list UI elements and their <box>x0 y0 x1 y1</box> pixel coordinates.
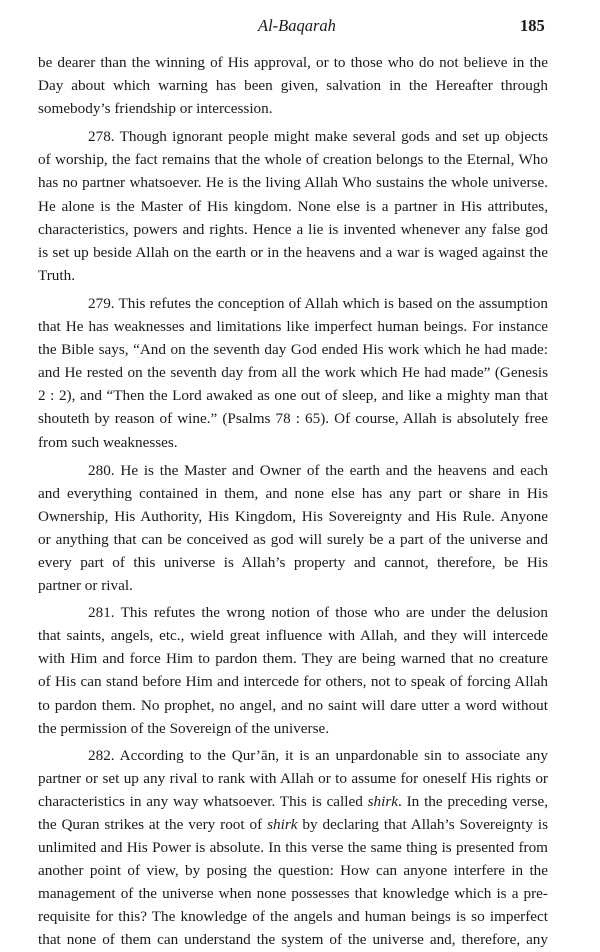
note-278 <box>38 125 548 287</box>
note-282 <box>38 744 548 952</box>
text-line: has no partner whatsoever. He is the living Allah Who sustains the whole universe. <box>38 174 548 192</box>
text-line: another point of view, by posing the question: How can anyone interfere in the <box>38 862 548 880</box>
text-segment: the Quran strikes at the very root of <box>38 816 268 833</box>
text-line: from such weaknesses. <box>38 433 178 451</box>
text-line: that saints, angels, etc., wield great influence with Allah, and they will intercede <box>38 627 548 645</box>
text-line: and everything contained in them, and none else has any part or share in His <box>38 484 548 502</box>
text-line: Truth. <box>38 266 76 284</box>
text-line: that none of them can understand the system of the universe and, therefore, any <box>38 931 548 949</box>
text-line-with-term <box>38 790 548 813</box>
italic-term-shirk: shirk <box>367 792 399 810</box>
text-line: 2 : 2), and “Then the Lord awaked as one out of sleep, and like a mighty man that <box>38 387 548 405</box>
text-line: of His can stand before Him and intercede for others, not to speak of forcing Allah <box>38 673 548 691</box>
text-line: unlimited and His Power is absolute. In this verse the same thing is presented from <box>38 839 548 857</box>
text-line: Day about which warning has been given, salvation in the Hereafter through <box>38 77 548 95</box>
text-line: management of the universe when none possesses that knowledge which is a pre- <box>38 885 548 903</box>
text-line: and He rested on the seventh day from all the work which He had made” (Genesis <box>38 364 548 382</box>
text-line: the Bible says, “And on the seventh day God ended His work which he had made: <box>38 341 548 359</box>
text-line: every part of this universe is Allah’s property and cannot, therefore, be His <box>38 553 548 571</box>
text-line: or anything that can be conceived as god will surely be a part of the universe and <box>38 530 548 548</box>
text-line: be dearer than the winning of His approval, or to those who do not believe in the <box>38 54 548 71</box>
text-line: He alone is the Master of His kingdom. None else is a partner in His attributes, <box>38 197 548 215</box>
text-line: 281. This refutes the wrong notion of those who are under the delusion <box>88 604 548 622</box>
running-title: Al-Baqarah <box>258 16 336 35</box>
text-line: somebody’s friendship or intercession. <box>38 100 273 118</box>
note-281 <box>38 601 548 740</box>
text-segment: by declaring that Allah’s Sovereignty is <box>297 816 548 833</box>
text-line: Ownership, His Authority, His Kingdom, His Sovereignty and His Rule. Anyone <box>38 507 548 525</box>
text-line: to pardon them. No prophet, no angel, and no saint will dare utter a word without <box>38 696 548 714</box>
text-segment: . In the preceding verse, <box>398 792 548 810</box>
page-number: 185 <box>520 16 545 35</box>
text-line: the permission of the Sovereign of the universe. <box>38 719 330 737</box>
text-line: 279. This refutes the conception of Allah which is based on the assumption <box>88 294 548 312</box>
text-line: shouteth by reason of wine.” (Psalms 78 : 65). Of course, Allah is absolutely free <box>38 410 548 428</box>
text-segment: characteristics in any way whatsoever. This is called <box>38 792 368 810</box>
italic-term-shirk: shirk <box>267 816 298 833</box>
body-text <box>38 51 548 952</box>
text-line: of worship, the fact remains that the whole of creation belongs to the Eternal, Who <box>38 151 548 169</box>
text-line: 282. According to the Qur’ān, it is an unpardonable sin to associate any <box>88 746 548 764</box>
text-line: 278. Though ignorant people might make several gods and set up objects <box>88 128 548 146</box>
note-279 <box>38 292 548 454</box>
text-line: partner or rival. <box>38 577 133 595</box>
text-line: with Him and force Him to pardon them. They are being warned that no creature <box>38 650 548 668</box>
text-line: requisite for this? The knowledge of the angels and human beings is so imperfect <box>38 908 548 926</box>
text-line: characteristics, powers and rights. Hence a lie is invented whenever any false god <box>38 220 548 238</box>
text-line: partner or set up any rival to rank with Allah or to assume for oneself His rights or <box>38 769 548 787</box>
page-header <box>0 16 600 40</box>
text-line: that He has weaknesses and limitations like imperfect human beings. For instance <box>38 318 548 336</box>
text-line: is set up beside Allah on the earth or in the heavens and a war is waged against the <box>38 243 548 261</box>
note-280 <box>38 459 548 598</box>
paragraph-continuation <box>38 51 548 120</box>
text-line: 280. He is the Master and Owner of the earth and the heavens and each <box>88 461 548 479</box>
text-line-with-term <box>38 813 548 836</box>
